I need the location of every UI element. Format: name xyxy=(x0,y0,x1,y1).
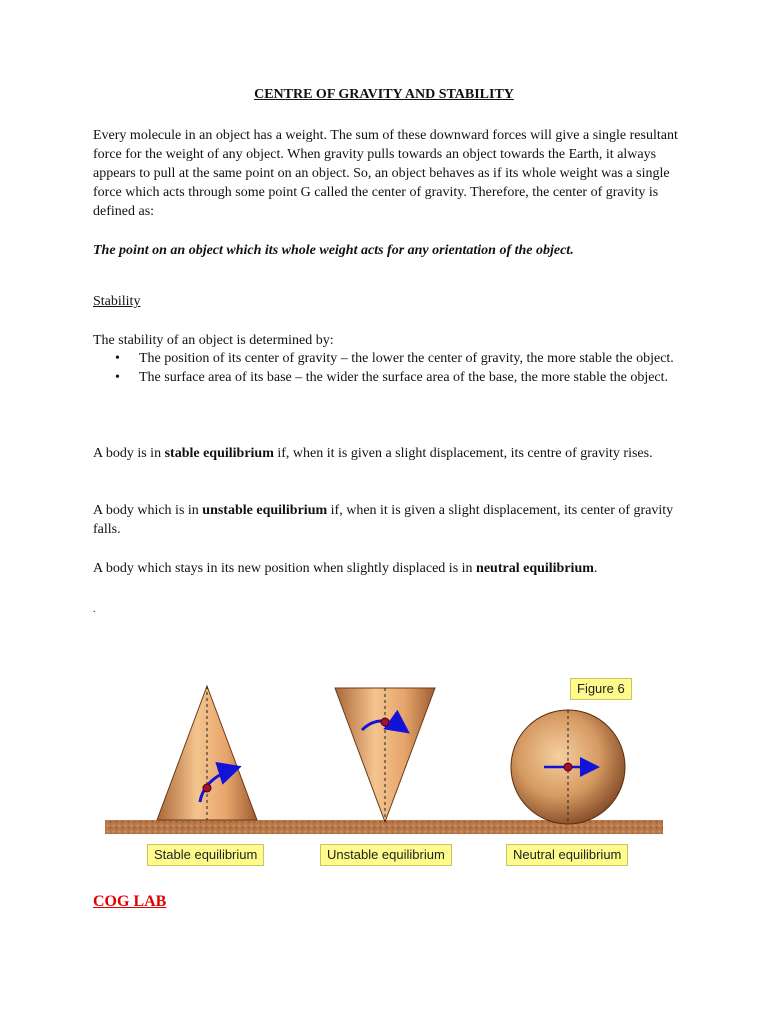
list-item: • The surface area of its base – the wider the surface area of the base, the more stable the object. xyxy=(93,369,683,388)
neutral-label: Neutral equilibrium xyxy=(506,844,628,866)
neutral-paragraph: A body which stays in its new position when slightly displaced is in neutral equilibrium. xyxy=(93,561,598,576)
stability-list xyxy=(93,350,683,387)
unstable-paragraph: A body which is in unstable equilibrium if, when it is given a slight displacement, its center of gravity falls. xyxy=(93,503,674,537)
bullet-icon: • xyxy=(115,369,120,385)
neutral-sphere xyxy=(511,710,625,824)
cog-lab-heading: COG LAB xyxy=(93,893,167,910)
definition-text: The point on an object which its whole weight acts for any orientation of the object. xyxy=(93,243,574,258)
page-title: CENTRE OF GRAVITY AND STABILITY xyxy=(254,87,514,102)
stability-intro: The stability of an object is determined by: xyxy=(93,333,334,348)
stray-dot: . xyxy=(93,604,96,615)
equilibrium-figure xyxy=(100,668,670,870)
stable-paragraph: A body is in stable equilibrium if, when it is given a slight displacement, its centre of gravity rises. xyxy=(93,446,653,461)
intro-paragraph: Every molecule in an object has a weight. The sum of these downward forces will give a single resultant force for the weight of any object. When gravity pulls towards an object towards the Earth, it always appears to pull at the same point on an object. So, an object behaves as if its whole weight was a single force which acts through some point G called the center of gravity. Therefore, the center of gravity is defined as: xyxy=(93,128,678,219)
stable-label: Stable equilibrium xyxy=(147,844,264,866)
bullet-icon: • xyxy=(115,351,120,366)
figure-caption: Figure 6 xyxy=(570,678,632,700)
list-item: • The position of its center of gravity – the lower the center of gravity, the more stable the object. xyxy=(93,350,683,369)
stable-cone xyxy=(157,686,257,820)
unstable-cone xyxy=(335,688,435,822)
unstable-label: Unstable equilibrium xyxy=(320,844,452,866)
stability-heading: Stability xyxy=(93,294,141,309)
